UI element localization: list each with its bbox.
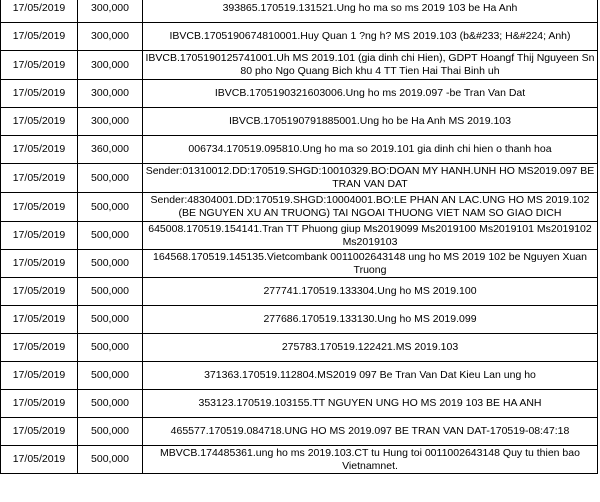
description-cell: 006734.170519.095810.Ung ho ma so 2019.101 gia dinh chi hien o thanh hoa [143, 136, 598, 164]
table-row [1, 278, 598, 306]
amount-cell: 300,000 [78, 51, 143, 80]
table-row [1, 23, 598, 51]
description-cell: IBVCB.1705190125741001.Uh MS 2019.101 (gia dinh chi Hien), GDPT Hoangf Thij Nguyeen Sn 80 pho Ngo Quang Bich khu 4 TT Tien Hai Thai Binh uh [143, 51, 598, 80]
date-cell: 17/05/2019 [1, 390, 78, 418]
description-cell: 353123.170519.103155.TT NGUYEN UNG HO MS 2019 103 BE HA ANH [143, 390, 598, 418]
amount-cell: 500,000 [78, 390, 143, 418]
description-cell: IBVCB.1705190321603006.Ung ho ms 2019.097 -be Tran Van Dat [143, 80, 598, 108]
date-cell: 17/05/2019 [1, 23, 78, 51]
description-cell: IBVCB.1705190674810001.Huy Quan 1 ?ng h? MS 2019.103 (b&#233; H&#224; Anh) [143, 23, 598, 51]
description-cell: MBVCB.174485361.ung ho ms 2019.103.CT tu Hung toi 0011002643148 Quy tu thien bao Vietnamnet. [143, 446, 598, 474]
date-cell: 17/05/2019 [1, 0, 78, 23]
amount-cell: 300,000 [78, 23, 143, 51]
description-cell: 393865.170519.131521.Ung ho ma so ms 2019 103 be Ha Anh [143, 0, 598, 23]
table-row [1, 51, 598, 80]
description-cell: Sender:48304001.DD:170519.SHGD:10004001.BO:LE PHAN AN LAC.UNG HO MS 2019.102 (BE NGUYEN XU AN TRUONG) TAI NGOAI THUONG VIET NAM SO GIAO DICH [143, 193, 598, 222]
amount-cell: 360,000 [78, 136, 143, 164]
table-row [1, 390, 598, 418]
amount-cell: 500,000 [78, 278, 143, 306]
amount-cell: 300,000 [78, 80, 143, 108]
table-row [1, 108, 598, 136]
amount-cell: 500,000 [78, 164, 143, 193]
amount-cell: 500,000 [78, 222, 143, 250]
description-cell: 465577.170519.084718.UNG HO MS 2019.097 BE TRAN VAN DAT-170519-08:47:18 [143, 418, 598, 446]
date-cell: 17/05/2019 [1, 193, 78, 222]
amount-cell: 500,000 [78, 418, 143, 446]
description-cell: IBVCB.1705190791885001.Ung ho be Ha Anh MS 2019.103 [143, 108, 598, 136]
date-cell: 17/05/2019 [1, 80, 78, 108]
date-cell: 17/05/2019 [1, 306, 78, 334]
date-cell: 17/05/2019 [1, 418, 78, 446]
description-cell: 275783.170519.122421.MS 2019.103 [143, 334, 598, 362]
table-row [1, 222, 598, 250]
date-cell: 17/05/2019 [1, 136, 78, 164]
amount-cell: 500,000 [78, 362, 143, 390]
amount-cell: 300,000 [78, 0, 143, 23]
table-row [1, 334, 598, 362]
date-cell: 17/05/2019 [1, 446, 78, 474]
amount-cell: 500,000 [78, 334, 143, 362]
table-row [1, 136, 598, 164]
description-cell: 645008.170519.154141.Tran TT Phuong giup Ms2019099 Ms2019100 Ms2019101 Ms2019102 Ms2019103 [143, 222, 598, 250]
table-row [1, 418, 598, 446]
description-cell: 277686.170519.133130.Ung ho MS 2019.099 [143, 306, 598, 334]
amount-cell: 500,000 [78, 306, 143, 334]
amount-cell: 500,000 [78, 446, 143, 474]
description-cell: 277741.170519.133304.Ung ho MS 2019.100 [143, 278, 598, 306]
amount-cell: 500,000 [78, 193, 143, 222]
date-cell: 17/05/2019 [1, 250, 78, 278]
table-row [1, 250, 598, 278]
table-row [1, 446, 598, 474]
table-row [1, 0, 598, 23]
description-cell: Sender:01310012.DD:170519.SHGD:10010329.BO:DOAN MY HANH.UNH HO MS2019.097 BE TRAN VAN DAT [143, 164, 598, 193]
table-row [1, 306, 598, 334]
table-row [1, 193, 598, 222]
date-cell: 17/05/2019 [1, 51, 78, 80]
description-cell: 371363.170519.112804.MS2019 097 Be Tran Van Dat Kieu Lan ung ho [143, 362, 598, 390]
date-cell: 17/05/2019 [1, 108, 78, 136]
amount-cell: 300,000 [78, 108, 143, 136]
date-cell: 17/05/2019 [1, 334, 78, 362]
date-cell: 17/05/2019 [1, 164, 78, 193]
date-cell: 17/05/2019 [1, 222, 78, 250]
table-row [1, 164, 598, 193]
amount-cell: 500,000 [78, 250, 143, 278]
table-row [1, 80, 598, 108]
date-cell: 17/05/2019 [1, 362, 78, 390]
description-cell: 164568.170519.145135.Vietcombank 0011002643148 ung ho MS 2019 102 be Nguyen Xuan Truong [143, 250, 598, 278]
date-cell: 17/05/2019 [1, 278, 78, 306]
table-row [1, 362, 598, 390]
